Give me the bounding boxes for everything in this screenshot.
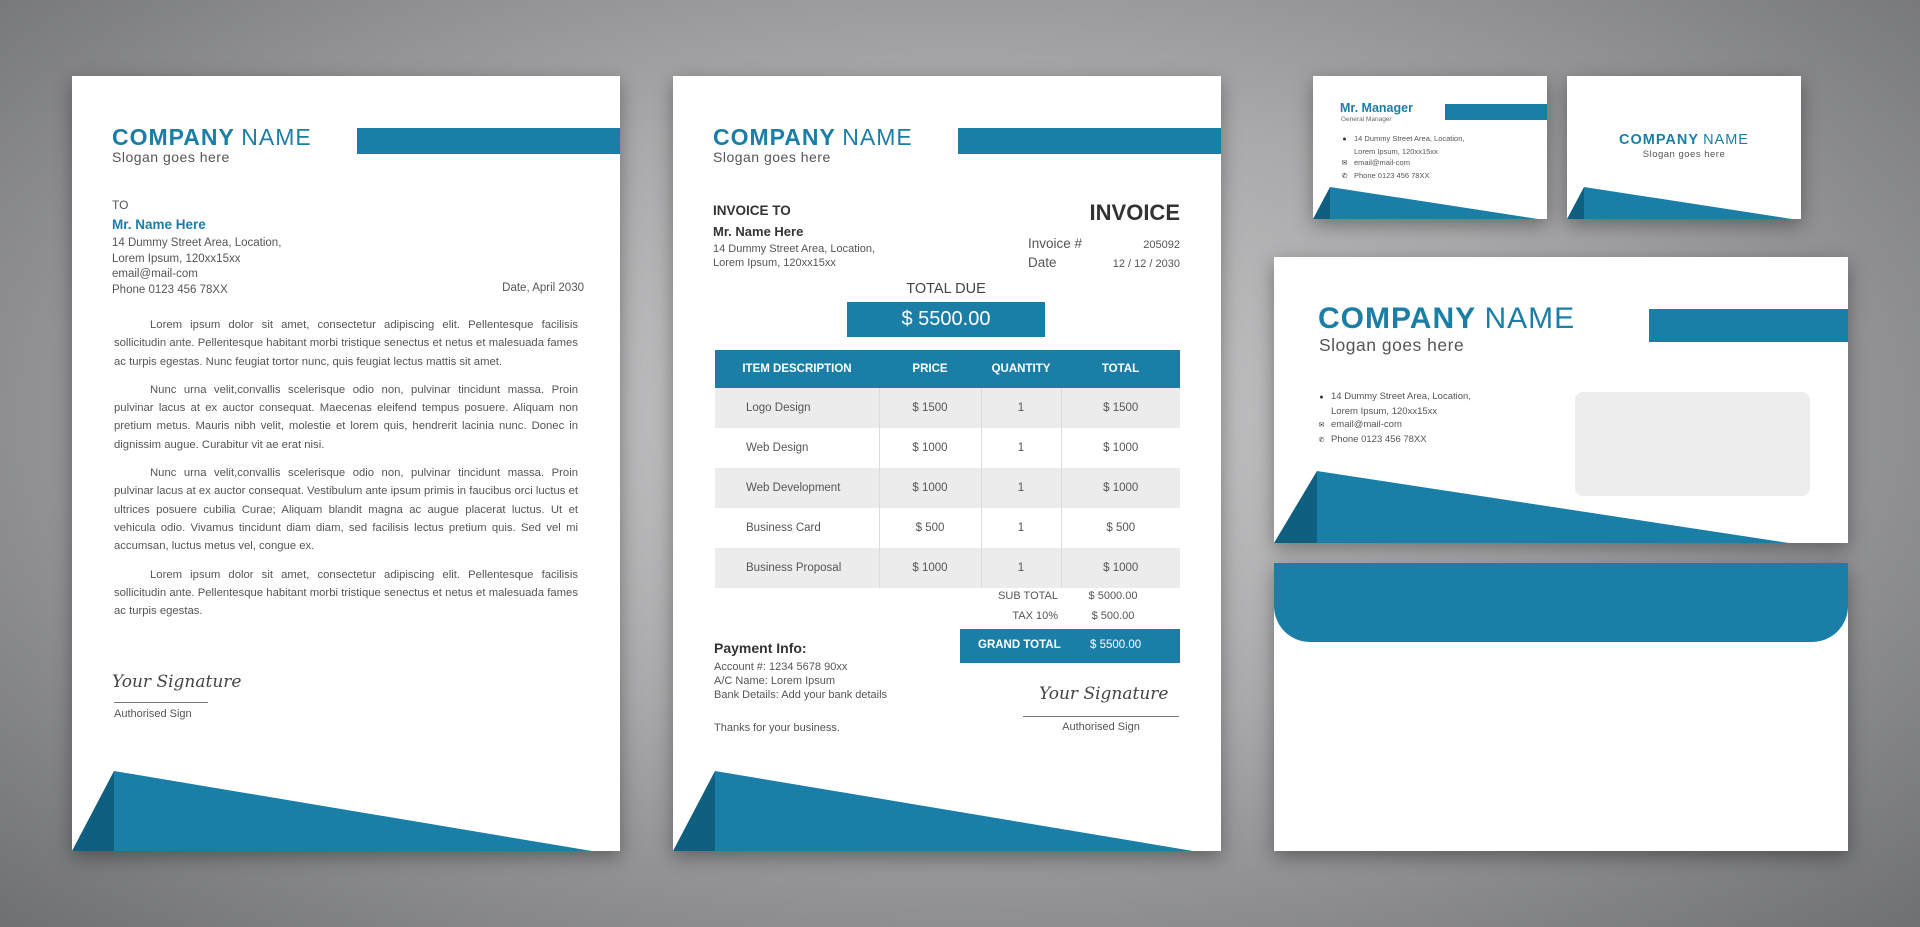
company-name [112,124,312,151]
envelope-back [1274,563,1848,851]
totals-labels [983,586,1058,626]
grand-total-value: $ 5500.00 [1090,639,1142,651]
column-header: ITEM DESCRIPTION [715,350,879,388]
total-due-label: TOTAL DUE [906,281,986,297]
signature-line [114,702,208,703]
table-row [715,468,1180,508]
phone-icon: ✆ [1341,172,1348,180]
envelope-address-2-row [1317,405,1471,419]
cell: $ 500 [879,508,981,548]
card-contact [1340,133,1464,182]
corner-shape [72,761,620,851]
envelope-phone [1317,433,1471,448]
company-name-bold: COMPANY [1318,302,1477,335]
card-address-2: Lorem Ipsum, 120xx15xx [1354,146,1438,156]
subtotal-value: $ 5000.00 [1088,590,1138,602]
company-name [1318,302,1575,336]
letter-date: Date, April 2030 [502,282,584,294]
thanks-text: Thanks for your business. [714,722,840,734]
invoice-sheet [673,76,1221,851]
header-bar [357,128,620,154]
company-name [713,124,913,151]
company-name-thin: NAME [241,124,312,150]
cell: $ 1500 [879,388,981,428]
invoice-recipient: Mr. Name Here [713,224,804,239]
cell: Business Card [715,508,879,548]
letterhead-sheet [72,76,620,851]
card-role: General Manager [1341,116,1392,123]
paragraph: Lorem ipsum dolor sit amet, consectetur adipiscing elit. Pellentesque facilisis sollicitudin ante. Pellentesque habitant morbi tristique senectus et netus et malesuada fames ac turpis egestas. [114,568,578,618]
table-row [715,388,1180,428]
table-row [715,548,1180,588]
invoice-meta-values [1113,236,1180,274]
invoice-meta-labels [1028,234,1082,272]
slogan: Slogan goes here [1319,335,1465,355]
letter-body [114,316,578,630]
table-header-row [715,350,1180,388]
card-corner-shape [1313,185,1547,219]
cell: $ 1500 [1061,388,1180,428]
envelope-address-2: Lorem Ipsum, 120xx15xx [1331,405,1438,417]
cell: 1 [981,548,1061,588]
table-row [715,428,1180,468]
totals-values [1073,586,1153,626]
cell: $ 1000 [879,428,981,468]
authorised-sign: Authorised Sign [114,708,192,720]
invoice-table [715,350,1180,588]
column-header: TOTAL [1061,350,1180,388]
cell: Web Design [715,428,879,468]
company-name-thin: NAME [842,124,913,150]
pin-icon: ● [1342,136,1347,143]
to-label: TO [112,198,129,212]
card-name: Mr. Manager [1340,101,1413,115]
card-header-bar [1445,104,1547,120]
envelope-address-1: 14 Dummy Street Area, Location, [1331,391,1471,402]
envelope-address [1317,390,1471,405]
company-name-bold: COMPANY [112,124,235,150]
address-line-2: Lorem Ipsum, 120xx15xx [713,257,836,269]
envelope-contact [1317,390,1471,447]
paragraph: Nunc urna velit,convallis scelerisque odio non, pulvinar tincidunt massa. Proin pulvinar lacus at ex auctor consequat. Vestibulum ante ipsum primis in faucibus orci luctus et ultrices posuere cubilia Curae; Aliquam blandit magna ac augue placerat luctus. Ut et vehicula odio. Vivamus tincidunt diam diam, sed facilisis lectus pretium quis. Sed vel mi accumsan, luctus metus vel, congue ex. [114,467,578,553]
paragraph: Nunc urna velit,convallis scelerisque odio non, pulvinar tincidunt massa. Proin pulvinar lacus at ex auctor consequat. Maecenas eleifend tempus posuere. Aliquam non pretium metus. Mauris nibh velit, molestie et lorem quis, hendrerit lacinia nunc. Donec in dignissim augue. Curabitur vit ae erat nisi. [114,383,578,451]
cell: 1 [981,388,1061,428]
signature: Your Signature [112,672,242,692]
cell: 1 [981,468,1061,508]
tax-label: TAX 10% [1012,610,1058,622]
mail-icon: ✉ [1341,160,1348,167]
card-address [1340,133,1464,146]
invoice-date-value: 12 / 12 / 2030 [1112,258,1180,270]
card-email [1340,157,1464,170]
cell: $ 500 [1106,522,1136,534]
envelope-flap [1274,563,1848,642]
company-name-thin: NAME [1484,302,1576,335]
cell: Web Development [715,468,879,508]
invoice-date-label: Date [1028,255,1057,270]
account-name: A/C Name: Lorem Ipsum [714,675,836,687]
slogan: Slogan goes here [1642,149,1726,160]
bank-details: Bank Details: Add your bank details [714,689,888,701]
authorised-sign: Authorised Sign [1062,721,1140,733]
envelope-front [1274,257,1848,543]
slogan: Slogan goes here [112,149,230,165]
cell: 1 [981,508,1061,548]
invoice-to-label: INVOICE TO [713,203,791,218]
card-phone [1340,170,1464,183]
cell: Logo Design [715,388,879,428]
paragraph: Lorem ipsum dolor sit amet, consectetur adipiscing elit. Pellentesque facilisis sollicitudin ante. Pellentesque habitant morbi tristique senectus et netus et malesuada fames ac turpis egestas. Nunc feugiat tortor nunc, quis feugiat lectus mattis sit amet. [114,319,578,368]
signature: Your Signature [1039,684,1169,704]
phone-icon: ✆ [1318,436,1325,444]
card-corner-shape [1567,185,1801,219]
total-due-value: $ 5500.00 [847,302,1045,337]
invoice-number-value: 205092 [1143,239,1180,251]
envelope-corner-shape [1274,469,1848,543]
envelope-email-text: email@mail-com [1331,419,1402,430]
slogan: Slogan goes here [713,149,831,165]
address-line-1: 14 Dummy Street Area, Location, [112,237,282,249]
column-header: PRICE [879,350,981,388]
payment-details [714,660,887,702]
table-row [715,508,1180,548]
cell: Business Proposal [715,548,879,588]
phone-text: Phone 0123 456 78XX [112,283,228,296]
cell: $ 1000 [879,468,981,508]
cell: $ 1000 [1103,442,1139,454]
subtotal-label: SUB TOTAL [998,590,1058,602]
card-address-2-row [1340,146,1464,158]
company-name-bold: COMPANY [713,124,836,150]
company-name [1567,132,1801,148]
email-text: email@mail-com [112,268,198,280]
invoice-title: INVOICE [1089,200,1180,225]
tax-value: $ 500.00 [1091,610,1135,622]
business-card-front [1313,76,1547,219]
address-line-1: 14 Dummy Street Area, Location, [713,243,876,255]
card-address-1: 14 Dummy Street Area, Location, [1354,134,1465,143]
column-header: QUANTITY [981,350,1061,388]
business-card-back [1567,76,1801,219]
envelope-email [1317,418,1471,433]
invoice-number-label: Invoice # [1028,236,1083,251]
cell: $ 1000 [1061,468,1180,508]
grand-total-bar [960,629,1180,663]
envelope-header-bar [1649,309,1848,342]
company-name-bold: COMPANY [1619,132,1700,148]
card-phone-text: Phone 0123 456 78XX [1354,170,1430,180]
address-line-2: Lorem Ipsum, 120xx15xx [112,252,241,265]
mail-icon: ✉ [1318,422,1325,429]
payment-title: Payment Info: [714,640,807,656]
corner-shape [673,761,1221,851]
recipient-name: Mr. Name Here [112,217,206,232]
envelope-phone-text: Phone 0123 456 78XX [1331,433,1427,445]
cell: 1 [981,428,1061,468]
card-email-text: email@mail-com [1354,158,1410,167]
signature-line [1023,716,1179,717]
grand-total-label: GRAND TOTAL [978,639,1061,651]
cell: $ 1000 [1061,548,1180,588]
invoice-recipient-address [713,242,875,270]
account-number: Account #: 1234 5678 90xx [714,661,848,673]
cell: $ 1000 [879,548,981,588]
pin-icon: ● [1319,394,1324,401]
company-name-thin: NAME [1703,132,1749,148]
header-bar [958,128,1221,154]
recipient-contact [112,236,281,298]
